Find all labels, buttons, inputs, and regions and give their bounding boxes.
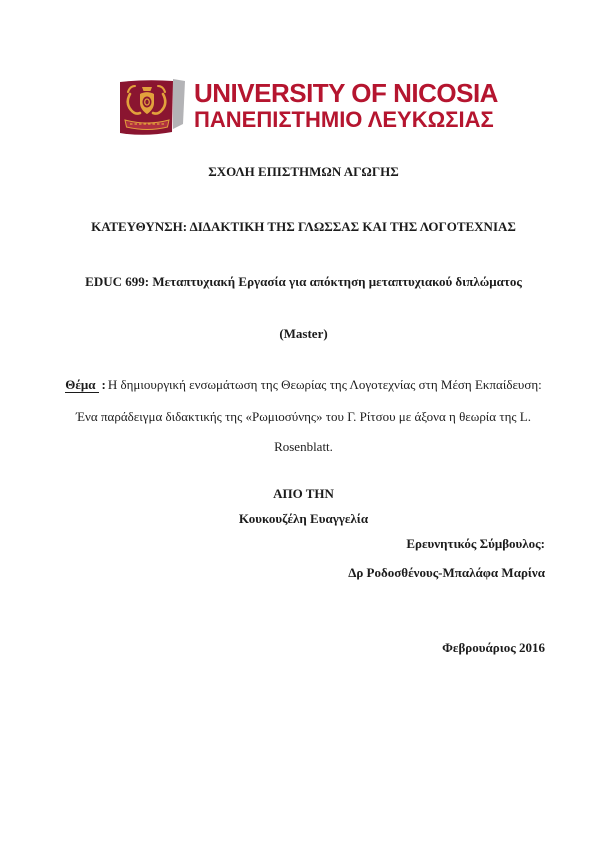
- topic-separator: :: [101, 377, 106, 392]
- topic-line-2: Ένα παράδειγμα διδακτικής της «Ρωμιοσύνης» του Γ. Ρίτσου με άξονα η θεωρία της L.: [76, 409, 531, 424]
- topic-text-1: Η δημιουργική ενσωμάτωση της Θεωρίας της Λογοτεχνίας στη Μέση Εκπαίδευση:: [107, 377, 542, 392]
- university-name-greek: ΠΑΝΕΠΙΣΤΗΜΙΟ ΛΕΥΚΩΣΙΑΣ: [194, 107, 494, 132]
- university-logo-wordmark: [194, 80, 498, 131]
- by-label: ΑΠΟ ΤΗΝ: [273, 486, 334, 501]
- degree-line: (Master): [279, 326, 328, 341]
- university-name-english: UNIVERSITY OF NICOSIA: [194, 78, 498, 108]
- course-line: EDUC 699: Μεταπτυχιακή Εργασία για απόκτηση μεταπτυχιακού διπλώματος: [85, 274, 522, 289]
- school-line: ΣΧΟΛΗ ΕΠΙΣΤΗΜΩΝ ΑΓΩΓΗΣ: [208, 164, 399, 179]
- advisor-label: Ερευνητικός Σύμβουλος:: [406, 536, 545, 551]
- date-line: Φεβρουάριος 2016: [442, 640, 545, 655]
- topic-line-3: Rosenblatt.: [274, 439, 333, 454]
- program-direction-line: ΚΑΤΕΥΘΥΝΣΗ: ΔΙΔΑΚΤΙΚΗ ΤΗΣ ΓΛΩΣΣΑΣ ΚΑΙ ΤΗΣ ΛΟΓΟΤΕΧΝΙΑΣ: [91, 219, 516, 234]
- author-name: Κουκουζέλη Ευαγγελία: [238, 511, 369, 526]
- topic-label: Θέμα: [65, 377, 98, 393]
- university-logo: [117, 78, 498, 140]
- advisor-name: Δρ Ροδοσθένους-Μπαλάφα Μαρίνα: [348, 565, 545, 580]
- topic-line-1: [62, 377, 545, 393]
- university-crest-icon: [117, 78, 189, 140]
